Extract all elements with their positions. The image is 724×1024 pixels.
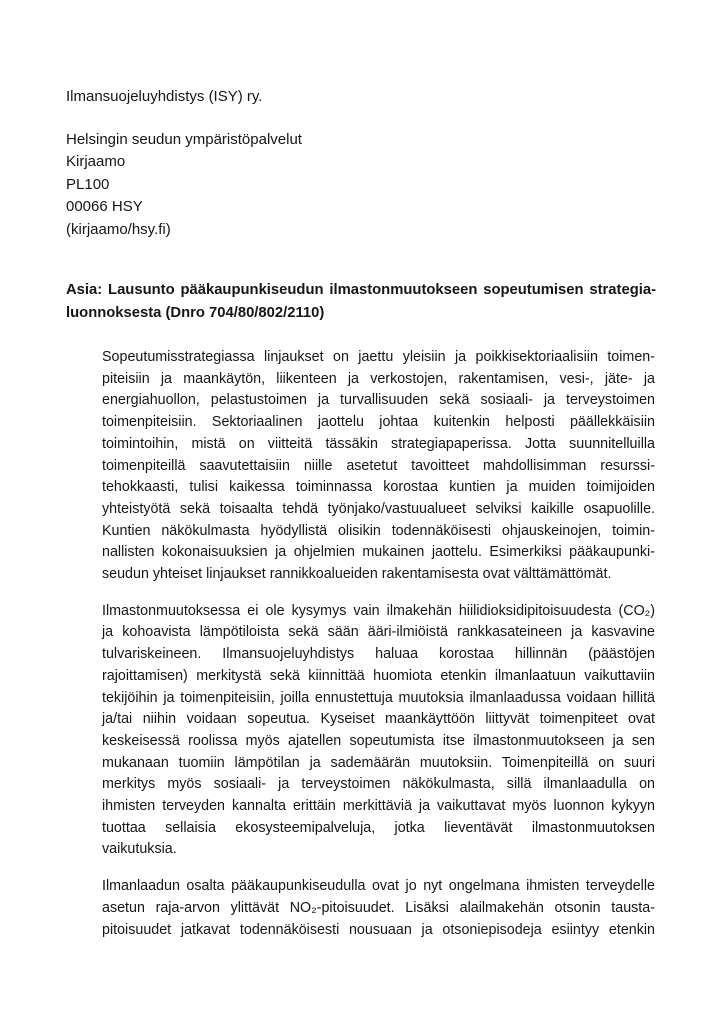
body-line: asetun raja-arvon ylittävät NO₂-pitoisuudet. Lisäksi alailmakehän otsonin tausta- bbox=[102, 899, 655, 916]
body-line: piteisiin ja maankäytön, liikenteen ja verkostojen, rakentamisen, vesi-, jäte- ja bbox=[102, 370, 655, 387]
body-line: Ilmastonmuutoksessa ei ole kysymys vain ilmakehän hiilidioksidipitoisuudesta (CO₂) bbox=[102, 602, 655, 619]
body-line: seudun yhteiset linjaukset rannikkoalueiden rakentamisesta ovat välttämättömät. bbox=[102, 566, 612, 583]
body-line: ja/tai niihin voidaan sopeutua. Kyseiset maankäyttöön liittyvät toimenpiteet ovat bbox=[102, 711, 655, 728]
body-line: toimenpiteillä saavutettaisiin niille asetetut tavoitteet mahdollisimman resurssi- bbox=[102, 457, 655, 474]
recipient-line: Kirjaamo bbox=[66, 153, 126, 171]
body-line: Ilmanlaadun osalta pääkaupunkiseudulla ovat jo nyt ongelmana ihmisten terveydelle bbox=[102, 878, 655, 895]
body-line: tekijöihin ja toimenpiteisiin, joilla ennustettuja muutoksia ilmanlaadussa voidaan hillitä bbox=[102, 689, 655, 706]
subject-line: luonnoksesta (Dnro 704/80/802/2110) bbox=[66, 304, 325, 321]
subject-line: Asia: Lausunto pääkaupunkiseudun ilmastonmuutokseen sopeutumisen strategia- bbox=[66, 282, 656, 298]
subject-heading bbox=[66, 279, 656, 324]
body-line: Kuntien näkökulmasta hyödyllistä olisikin todennäköisesti ohjauskeinojen, toimin- bbox=[102, 522, 655, 539]
sender-name: Ilmansuojeluyhdistys (ISY) ry. bbox=[66, 88, 263, 105]
body-line: tehokkaasti, tulisi kaikessa toiminnassa korostaa kuntien ja muiden toimijoiden bbox=[102, 479, 655, 496]
body-paragraph bbox=[102, 347, 655, 586]
body-line: toimintoihin, mistä on viitteitä tässäkin strategiapaperissa. Jotta suunnitelluilla bbox=[102, 435, 655, 452]
body-line: toimenpiteisiin. Sektoriaalinen jaottelu johtaa kuitenkin helposti päällekkäisiin bbox=[102, 414, 655, 431]
body-line: yhteistyötä sekä toisaalta tehdä työnjako/vastuualueet selviksi kaikille osapuolille. bbox=[102, 500, 655, 517]
body-line: energiahuollon, pelastustoimen ja turvallisuuden sekä sosiaali- ja terveystoimen bbox=[102, 392, 655, 409]
body-line: pitoisuudet jatkavat todennäköisesti nousuaan ja otsoniepisodeja esiintyy etenkin bbox=[102, 921, 655, 938]
body-line: Sopeutumisstrategiassa linjaukset on jaettu yleisiin ja poikkisektoriaalisiin toimen- bbox=[102, 349, 655, 365]
body-line: tulvariskeineen. Ilmansuojeluyhdistys haluaa korostaa hillinnän (päästöjen bbox=[102, 646, 655, 663]
body-line: ja kohoavista lämpötiloista sekä sään ääri-ilmiöistä rankkasateineen ja kasvavine bbox=[102, 624, 655, 641]
body-line: vaikutuksia. bbox=[102, 841, 177, 858]
body-line: nallisten kokonaisuuksien ja ohjelmien mukainen jaottelu. Esimerkiksi pääkaupunki- bbox=[102, 544, 655, 561]
body-paragraph bbox=[102, 601, 655, 861]
recipient-block bbox=[66, 129, 302, 241]
body-paragraph bbox=[102, 876, 655, 941]
recipient-line: 00066 HSY bbox=[66, 198, 143, 216]
recipient-line: Helsingin seudun ympäristöpalvelut bbox=[66, 131, 302, 148]
body-line: rajoittamisen) merkitystä sekä kiinnittää huomiota etenkin ilmanlaatuun vaikuttaviin bbox=[102, 667, 655, 684]
recipient-line: PL100 bbox=[66, 175, 110, 193]
body-line: keskeisessä roolissa myös ajatellen sopeutumista itse ilmastonmuutokseen ja sen bbox=[102, 732, 655, 749]
letter-body bbox=[102, 347, 655, 956]
body-line: mukanaan tuomiin lämpötilan ja sademäärän muutoksiin. Toimenpiteillä on suuri bbox=[102, 754, 655, 771]
recipient-line: (kirjaamo/hsy.fi) bbox=[66, 220, 171, 238]
body-line: tuottaa sellaisia ekosysteemipalveluja, jotka lieventävät ilmastonmuutoksen bbox=[102, 819, 655, 836]
body-line: merkitys myös sosiaali- ja terveystoimen näkökulmasta, sillä ilmanlaadulla on bbox=[102, 776, 655, 793]
body-line: ihmisten terveyden kannalta erittäin merkittäviä ja vaikuttavat myös luonnon kykyyn bbox=[102, 798, 655, 815]
